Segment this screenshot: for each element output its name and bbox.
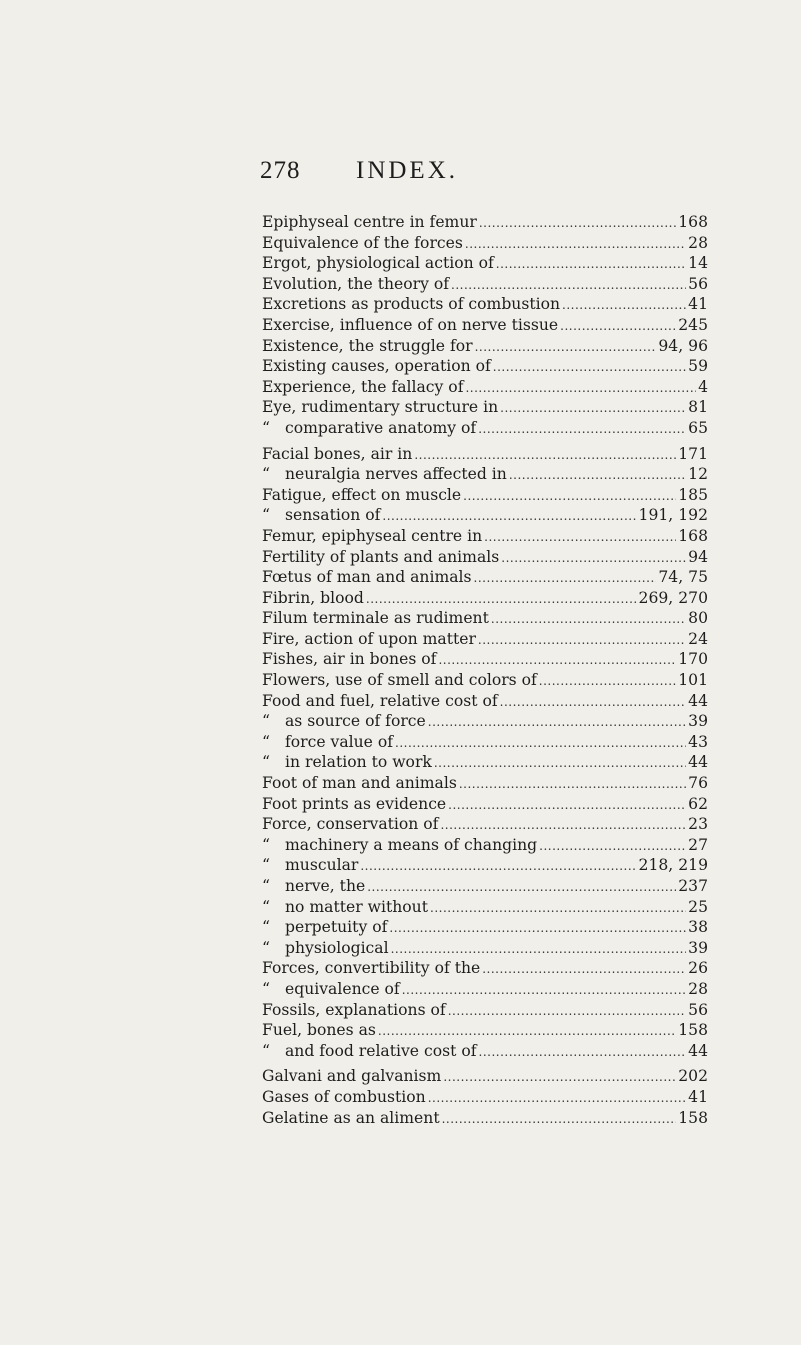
- index-entry: [262, 1066, 708, 1087]
- dot-leader: [395, 733, 686, 754]
- entry-pages: 27: [688, 835, 708, 854]
- entry-text: Existence, the struggle for: [262, 336, 473, 355]
- entry-text: physiological: [285, 938, 389, 957]
- dot-leader: [434, 753, 686, 774]
- dot-leader: [459, 774, 686, 795]
- index-entry: [262, 608, 708, 629]
- entry-text: Food and fuel, relative cost of: [262, 691, 498, 710]
- index-entry: [262, 979, 708, 1000]
- index-entry: [262, 377, 708, 398]
- entry-pages: 81: [688, 398, 708, 417]
- entry-text: no matter without: [285, 897, 428, 916]
- entry-pages: 76: [688, 774, 708, 793]
- entry-text: Gases of combustion: [262, 1087, 426, 1106]
- index-entry: [262, 294, 708, 315]
- index-entry: [262, 670, 708, 691]
- dot-leader: [367, 877, 676, 898]
- entry-text: Fibrin, blood: [262, 588, 364, 607]
- index-entry: [262, 485, 708, 506]
- index-entry: [262, 732, 708, 753]
- ditto-mark: “: [262, 465, 270, 484]
- index-entry: [262, 444, 708, 465]
- index-entry: [262, 897, 708, 918]
- dot-leader: [443, 1067, 676, 1088]
- entry-pages: 12: [688, 465, 708, 484]
- entry-text: Epiphyseal centre in femur: [262, 213, 477, 231]
- index-entry: [262, 336, 708, 357]
- entry-pages: 39: [688, 938, 708, 957]
- entry-text: Foot of man and animals: [262, 774, 457, 793]
- entry-text: in relation to work: [285, 753, 432, 772]
- dot-leader: [478, 630, 686, 651]
- dot-leader: [463, 486, 676, 507]
- index-entry: [262, 505, 708, 526]
- entry-pages: 24: [688, 629, 708, 648]
- index-entry: [262, 212, 708, 233]
- entry-text: Fertility of plants and animals: [262, 547, 500, 566]
- index-entry: [262, 649, 708, 670]
- index-entry: [262, 835, 708, 856]
- entry-text: machinery a means of changing: [285, 835, 538, 854]
- entry-pages: 14: [688, 254, 708, 273]
- entry-pages: 28: [688, 979, 708, 998]
- ditto-mark: “: [262, 506, 270, 525]
- ditto-mark: “: [262, 1041, 270, 1060]
- index-entry: [262, 794, 708, 815]
- page-header: [260, 157, 460, 187]
- ditto-mark: “: [262, 897, 270, 916]
- index-entry: [262, 691, 708, 712]
- index-entry: [262, 876, 708, 897]
- entry-text: Facial bones, air in: [262, 444, 413, 463]
- entry-pages: 23: [688, 815, 708, 834]
- entry-text: Fossils, explanations of: [262, 1000, 446, 1019]
- entry-text: muscular: [285, 856, 359, 875]
- entry-text: Forces, convertibility of the: [262, 959, 481, 978]
- dot-leader: [474, 568, 657, 589]
- entry-text: Existing causes, operation of: [262, 357, 491, 376]
- dot-leader: [500, 398, 686, 419]
- entry-pages: 56: [688, 274, 708, 293]
- dot-leader: [428, 1088, 686, 1109]
- dot-leader: [482, 959, 686, 980]
- index-entry: [262, 814, 708, 835]
- entry-text: Filum terminale as rudiment: [262, 609, 489, 628]
- page-title: INDEX.: [356, 157, 459, 184]
- dot-leader: [475, 337, 657, 358]
- entry-pages: 80: [688, 609, 708, 628]
- entry-pages: 4: [698, 377, 708, 396]
- entry-text: Foot prints as evidence: [262, 794, 447, 813]
- dot-leader: [414, 445, 676, 466]
- dot-leader: [539, 836, 686, 857]
- entry-text: Equivalence of the forces: [262, 233, 463, 252]
- entry-pages: 158: [678, 1108, 708, 1127]
- entry-pages: 170: [678, 650, 708, 669]
- index-entry: [262, 855, 708, 876]
- dot-leader: [560, 316, 676, 337]
- entry-text: neuralgia nerves affected in: [285, 465, 507, 484]
- entry-text: Flowers, use of smell and colors of: [262, 671, 537, 690]
- entry-pages: 158: [678, 1021, 708, 1040]
- entry-pages: 168: [678, 213, 708, 231]
- ditto-mark: “: [262, 753, 270, 772]
- index-entry: [262, 418, 708, 439]
- entry-text: Fire, action of upon matter: [262, 629, 476, 648]
- ditto-mark: “: [262, 979, 270, 998]
- entry-pages: 41: [688, 295, 708, 314]
- entry-pages: 38: [688, 918, 708, 937]
- entry-pages: 237: [678, 877, 708, 895]
- index-entry: [262, 526, 708, 547]
- entry-pages: 28: [688, 233, 708, 252]
- entry-pages: 41: [688, 1087, 708, 1106]
- entry-text: Eye, rudimentary structure in: [262, 398, 499, 417]
- entry-pages: 74, 75: [658, 568, 708, 587]
- entry-text: nerve, the: [285, 877, 366, 895]
- entry-pages: 39: [688, 712, 708, 731]
- entry-pages: 56: [688, 1000, 708, 1019]
- index-entry: [262, 315, 708, 336]
- ditto-mark: “: [262, 938, 270, 957]
- dot-leader: [465, 234, 686, 255]
- ditto-mark: “: [262, 918, 270, 937]
- entry-text: Galvani and galvanism: [262, 1067, 442, 1086]
- entry-text: Exercise, influence of on nerve tissue: [262, 315, 559, 334]
- entry-pages: 218, 219: [638, 856, 708, 875]
- entry-text: force value of: [285, 732, 394, 751]
- dot-leader: [509, 465, 686, 486]
- entry-text: Force, conservation of: [262, 815, 439, 834]
- index-entries: [262, 212, 708, 1128]
- index-entry: [262, 1020, 708, 1041]
- dot-leader: [391, 939, 687, 960]
- entry-pages: 44: [688, 691, 708, 710]
- entry-text: perpetuity of: [285, 918, 388, 937]
- index-entry: [262, 567, 708, 588]
- entry-pages: 65: [688, 418, 708, 437]
- entry-text: Gelatine as an aliment: [262, 1108, 440, 1127]
- dot-leader: [479, 1042, 687, 1063]
- dot-leader: [389, 918, 686, 939]
- index-entry: [262, 274, 708, 295]
- entry-pages: 94, 96: [658, 336, 708, 355]
- entry-pages: 62: [688, 794, 708, 813]
- dot-leader: [493, 357, 686, 378]
- entry-pages: 59: [688, 357, 708, 376]
- dot-leader: [402, 980, 686, 1001]
- entry-text: Excretions as products of combustion: [262, 295, 561, 314]
- entry-pages: 171: [678, 444, 708, 463]
- index-entry: [262, 464, 708, 485]
- dot-leader: [500, 692, 687, 713]
- dot-leader: [501, 548, 686, 569]
- dot-leader: [539, 671, 676, 692]
- dot-leader: [360, 856, 636, 877]
- entry-text: Fishes, air in bones of: [262, 650, 437, 669]
- entry-text: Femur, epiphyseal centre in: [262, 526, 483, 545]
- entry-text: Evolution, the theory of: [262, 274, 450, 293]
- index-entry: [262, 1000, 708, 1021]
- index-entry: [262, 1087, 708, 1108]
- entry-pages: 26: [688, 959, 708, 978]
- dot-leader: [438, 650, 676, 671]
- entry-pages: 101: [678, 671, 708, 690]
- entry-text: comparative anatomy of: [285, 418, 477, 437]
- index-entry: [262, 917, 708, 938]
- index-entry: [262, 629, 708, 650]
- entry-pages: 94: [688, 547, 708, 566]
- dot-leader: [428, 712, 686, 733]
- dot-leader: [378, 1021, 676, 1042]
- index-entry: [262, 773, 708, 794]
- entry-text: Ergot, physiological action of: [262, 254, 494, 273]
- entry-pages: 168: [678, 526, 708, 545]
- entry-pages: 25: [688, 897, 708, 916]
- dot-leader: [451, 275, 686, 296]
- dot-leader: [366, 589, 637, 610]
- index-entry: [262, 233, 708, 254]
- dot-leader: [382, 506, 636, 527]
- index-entry: [262, 547, 708, 568]
- dot-leader: [448, 795, 686, 816]
- entry-pages: 44: [688, 1041, 708, 1060]
- entry-text: Fatigue, effect on muscle: [262, 485, 462, 504]
- index-entry: [262, 938, 708, 959]
- dot-leader: [484, 527, 676, 548]
- index-entry: [262, 752, 708, 773]
- entry-pages: 185: [678, 485, 708, 504]
- entry-text: equivalence of: [285, 979, 400, 998]
- ditto-mark: “: [262, 712, 270, 731]
- dot-leader: [479, 213, 676, 234]
- dot-leader: [448, 1001, 686, 1022]
- index-entry: [262, 958, 708, 979]
- entry-pages: 245: [678, 315, 708, 334]
- ditto-mark: “: [262, 418, 270, 437]
- entry-text: and food relative cost of: [285, 1041, 477, 1060]
- entry-pages: 202: [678, 1067, 708, 1086]
- dot-leader: [562, 295, 686, 316]
- entry-pages: 269, 270: [638, 588, 708, 607]
- dot-leader: [496, 254, 686, 275]
- entry-text: as source of force: [285, 712, 426, 731]
- entry-text: Experience, the fallacy of: [262, 377, 464, 396]
- index-entry: [262, 1041, 708, 1062]
- entry-text: sensation of: [285, 506, 381, 525]
- dot-leader: [442, 1109, 677, 1130]
- index-entry: [262, 711, 708, 732]
- entry-text: Fœtus of man and animals: [262, 568, 472, 587]
- dot-leader: [465, 378, 696, 399]
- index-entry: [262, 588, 708, 609]
- index-entry: [262, 397, 708, 418]
- dot-leader: [478, 419, 686, 440]
- page-number: 278: [260, 157, 301, 184]
- entry-pages: 191, 192: [638, 506, 708, 525]
- entry-pages: 44: [688, 753, 708, 772]
- ditto-mark: “: [262, 877, 270, 895]
- entry-pages: 43: [688, 732, 708, 751]
- entry-text: Fuel, bones as: [262, 1021, 376, 1040]
- index-entry: [262, 356, 708, 377]
- index-entry: [262, 253, 708, 274]
- dot-leader: [430, 898, 686, 919]
- ditto-mark: “: [262, 732, 270, 751]
- index-entry: [262, 1108, 708, 1129]
- dot-leader: [491, 609, 686, 630]
- ditto-mark: “: [262, 856, 270, 875]
- ditto-mark: “: [262, 835, 270, 854]
- dot-leader: [440, 815, 686, 836]
